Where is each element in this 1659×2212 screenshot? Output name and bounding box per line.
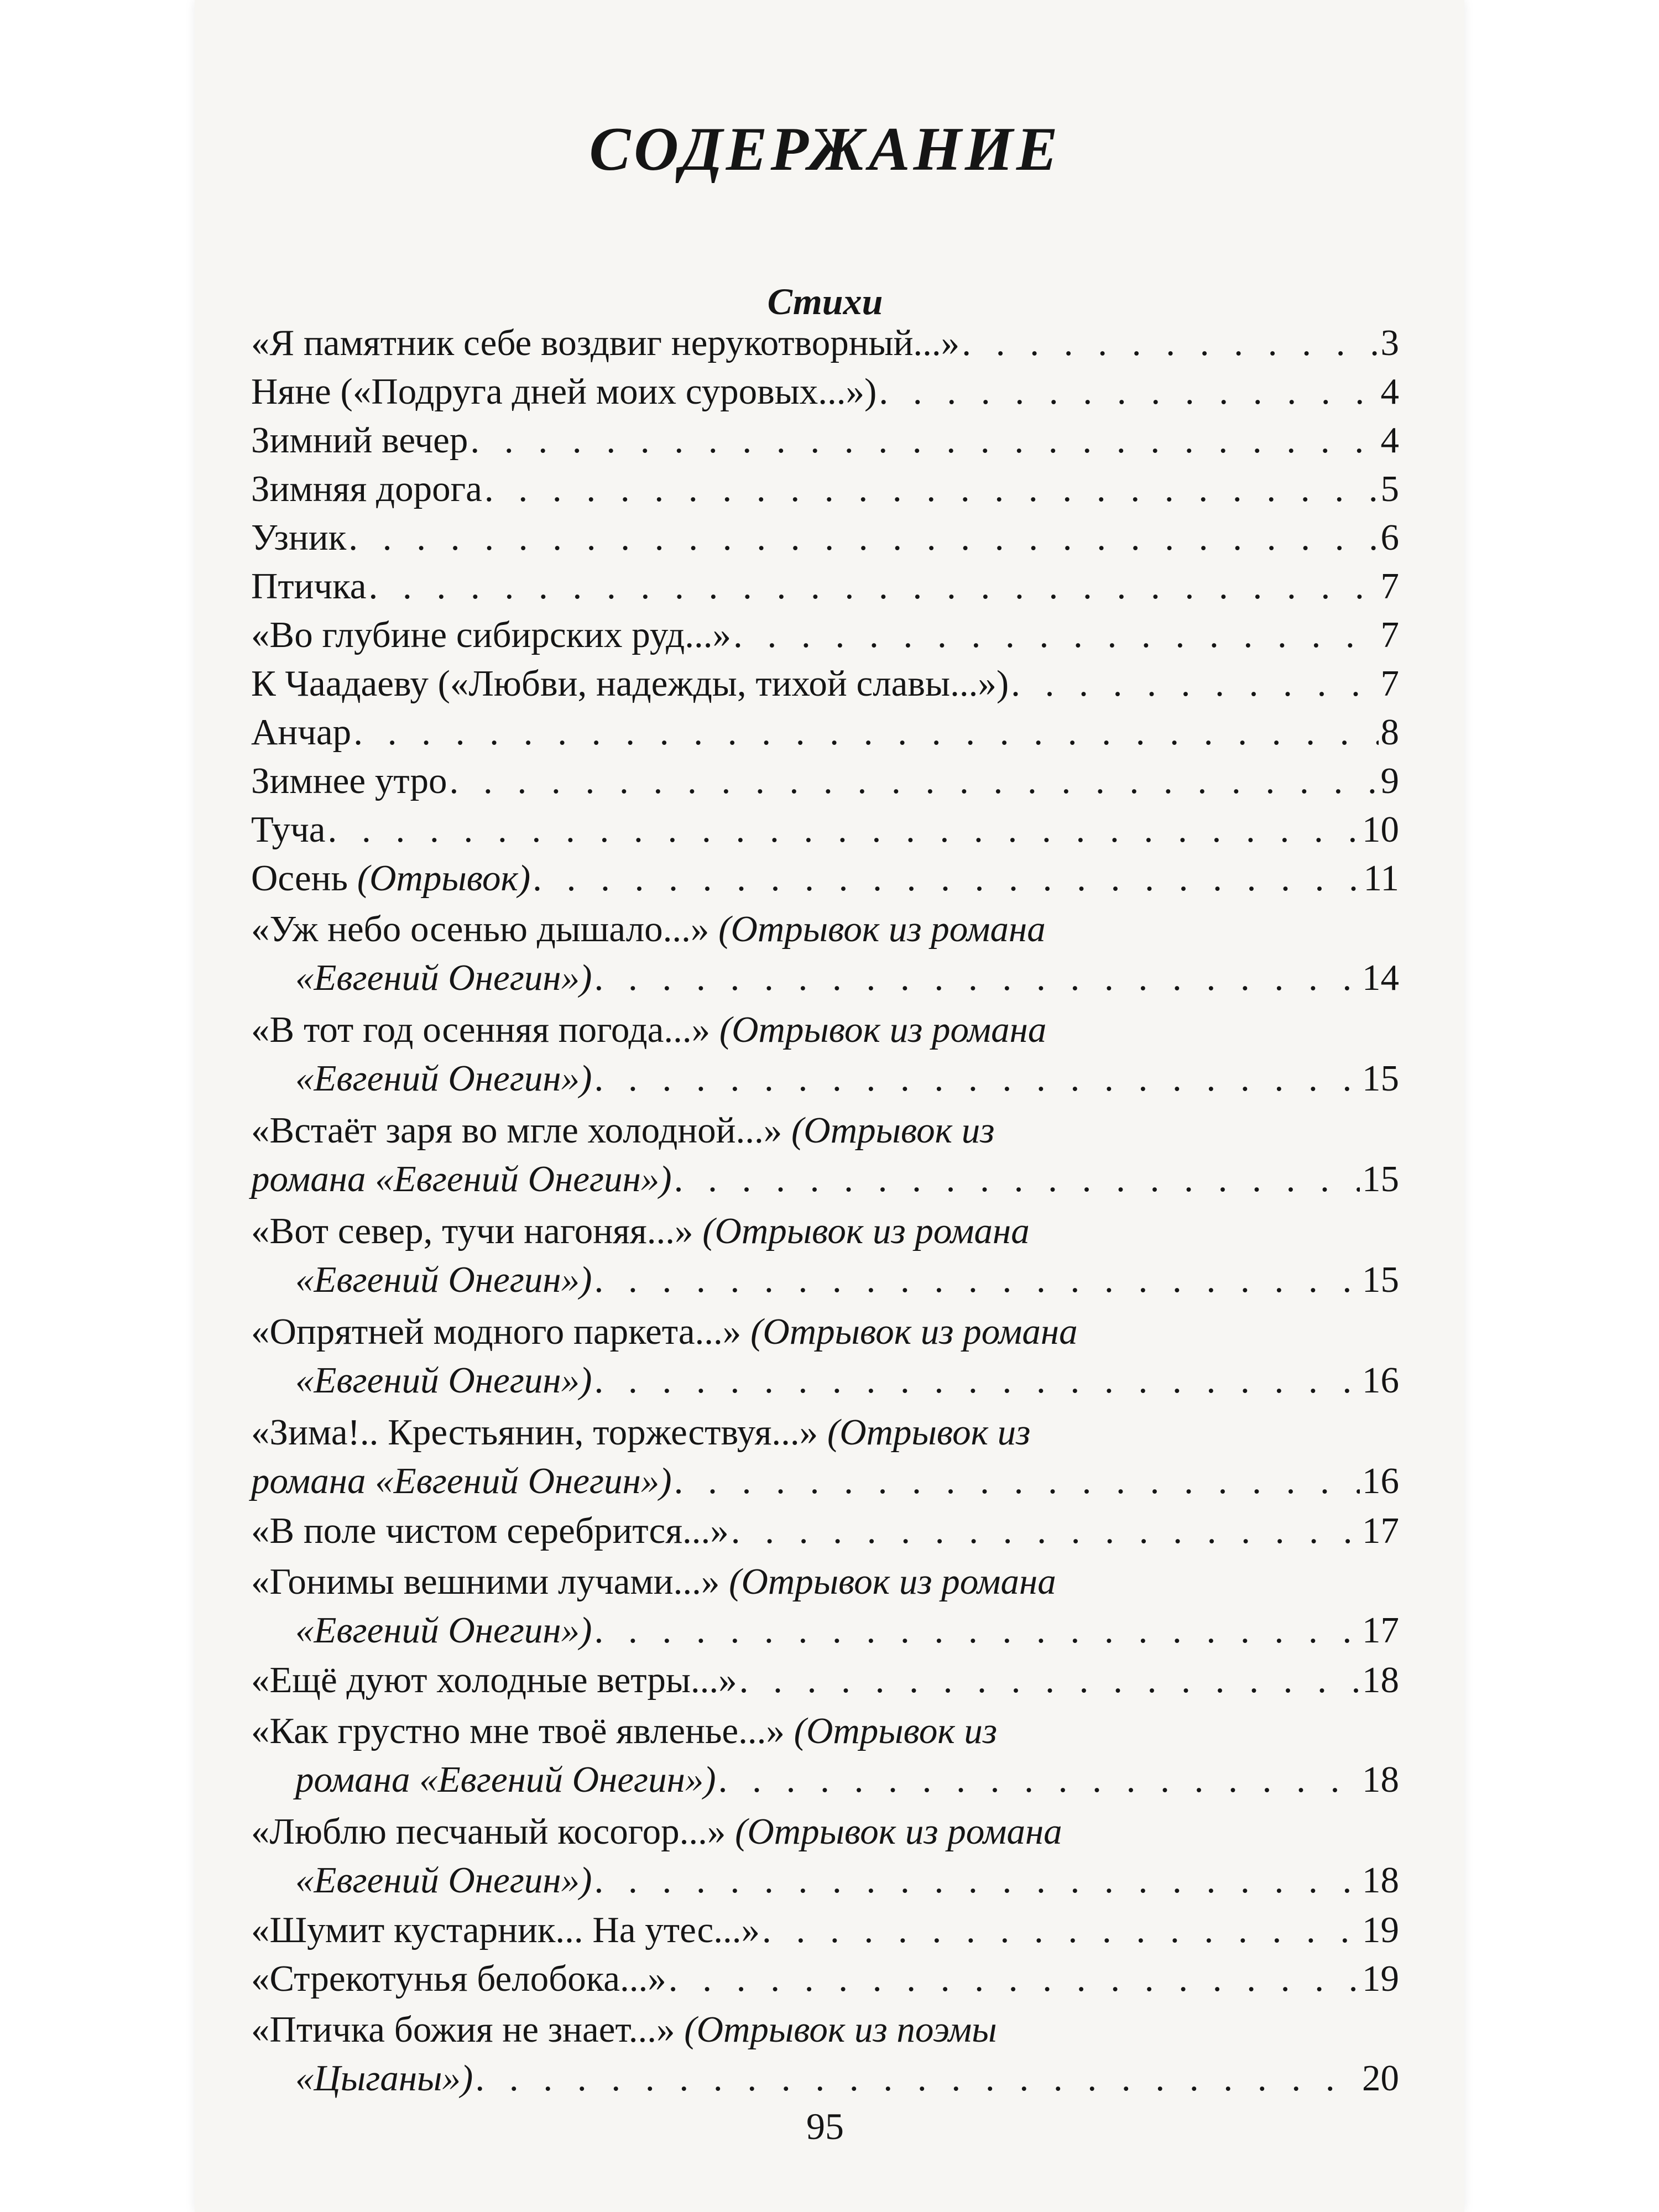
dot-leader	[450, 757, 1379, 805]
toc-entry	[251, 2003, 1399, 2104]
section-heading: Стихи	[767, 280, 883, 322]
entry-note: (Отрывок из романа	[729, 1561, 1056, 1602]
entry-note-continued: «Евгений Онегин»)	[295, 1610, 592, 1651]
entry-title: Птичка	[251, 566, 367, 607]
toc-entry	[251, 367, 1399, 416]
toc-entry	[251, 513, 1399, 562]
entry-page: 18	[1362, 1759, 1399, 1800]
entry-title: «Опрятней модного паркета...»	[251, 1311, 742, 1352]
dot-leader	[328, 805, 1360, 854]
dot-leader	[348, 513, 1378, 562]
toc-entry	[251, 1805, 1399, 1906]
entry-note-continued: романа «Евгений Онегин»)	[295, 1759, 716, 1800]
entry-title: «В поле чистом серебрится...»	[251, 1510, 729, 1551]
entry-note-continued: «Евгений Онегин»)	[295, 957, 592, 998]
toc-entry	[251, 1104, 1399, 1204]
page-number: 95	[806, 2105, 844, 2147]
entry-page: 3	[1380, 322, 1399, 363]
toc-entry	[251, 708, 1399, 757]
entry-title: «Шумит кустарник... На утес...»	[251, 1910, 760, 1950]
toc-entry	[251, 1506, 1399, 1555]
dot-leader	[533, 854, 1361, 902]
entry-note: (Отрывок из романа	[702, 1211, 1030, 1251]
dot-leader	[594, 1356, 1360, 1405]
entry-note-continued: «Евгений Онегин»)	[295, 1860, 592, 1901]
entry-page: 20	[1362, 2058, 1399, 2099]
toc-entry	[251, 1954, 1399, 2003]
entry-title: Осень	[251, 858, 348, 899]
dot-leader	[353, 708, 1378, 757]
toc-entry	[251, 902, 1399, 1003]
dot-leader	[594, 1054, 1360, 1103]
page-title: СОДЕРЖАНИЕ	[589, 115, 1061, 184]
toc-entry	[251, 1906, 1399, 1954]
dot-leader	[962, 319, 1378, 367]
entry-page: 6	[1380, 517, 1399, 558]
toc-entry	[251, 805, 1399, 854]
entry-page: 15	[1362, 1159, 1399, 1199]
entry-title: Туча	[251, 809, 326, 850]
dot-leader	[733, 611, 1378, 659]
entry-title: «Гонимы вешними лучами...»	[251, 1561, 720, 1602]
entry-title: «Зима!.. Крестьянин, торжествуя...»	[251, 1412, 818, 1453]
entry-title: «В тот год осенняя погода...»	[251, 1009, 711, 1050]
entry-note-continued: «Евгений Онегин»)	[295, 1259, 592, 1300]
entry-title: Узник	[251, 517, 347, 558]
entry-title: «Ещё дуют холодные ветры...»	[251, 1660, 737, 1700]
entry-note: (Отрывок)	[357, 858, 531, 899]
toc-entry	[251, 319, 1399, 367]
entry-note: (Отрывок из	[827, 1412, 1031, 1453]
entry-page: 17	[1362, 1610, 1399, 1651]
entry-title: «Стрекотунья белобока...»	[251, 1958, 666, 1999]
entry-title: Няне («Подруга дней моих суровых...»)	[251, 371, 877, 412]
dot-leader	[475, 2054, 1360, 2103]
entry-title: «Люблю песчаный косогор...»	[251, 1811, 726, 1852]
entry-title: «Я памятник себе воздвиг нерукотворный...»	[251, 322, 960, 363]
dot-leader	[739, 1656, 1360, 1704]
dot-leader	[674, 1457, 1360, 1505]
entry-page: 4	[1380, 420, 1399, 461]
entry-title: К Чаадаеву («Любви, надежды, тихой славы...»)	[251, 663, 1009, 704]
toc-entry	[251, 611, 1399, 659]
toc-entry	[251, 416, 1399, 465]
entry-page: 18	[1362, 1860, 1399, 1901]
dot-leader	[669, 1954, 1360, 2003]
toc-entry	[251, 1305, 1399, 1406]
toc-entry	[251, 757, 1399, 805]
dot-leader	[718, 1755, 1360, 1804]
toc-entry	[251, 1406, 1399, 1506]
entry-note-continued: романа «Евгений Онегин»)	[251, 1460, 672, 1501]
dot-leader	[594, 1606, 1360, 1655]
entry-title: «Как грустно мне твоё явленье...»	[251, 1710, 785, 1751]
entry-page: 7	[1380, 614, 1399, 655]
entry-title: Зимняя дорога	[251, 468, 482, 509]
entry-note: (Отрывок из романа	[718, 909, 1046, 950]
entry-note-continued: «Евгений Онегин»)	[295, 1058, 592, 1099]
entry-page: 15	[1362, 1058, 1399, 1099]
book-page	[195, 0, 1464, 2212]
entry-page: 19	[1362, 1910, 1399, 1950]
entry-note: (Отрывок из	[794, 1710, 998, 1751]
entry-page: 7	[1380, 566, 1399, 607]
toc-entry	[251, 1656, 1399, 1704]
toc-entry	[251, 1555, 1399, 1656]
entry-title: Зимний вечер	[251, 420, 468, 461]
dot-leader	[470, 416, 1378, 465]
dot-leader	[594, 1255, 1360, 1304]
page-content	[251, 0, 1399, 2212]
dot-leader	[484, 465, 1379, 513]
toc-entry	[251, 465, 1399, 513]
dot-leader	[674, 1155, 1360, 1203]
entry-page: 19	[1362, 1958, 1399, 1999]
toc-entry	[251, 1204, 1399, 1305]
entry-note-continued: «Цыганы»)	[295, 2058, 473, 2099]
toc-entry	[251, 659, 1399, 708]
entry-page: 8	[1380, 712, 1399, 753]
entry-page: 14	[1362, 957, 1399, 998]
entry-title: «Во глубине сибирских руд...»	[251, 614, 732, 655]
dot-leader	[731, 1506, 1360, 1555]
entry-title: Зимнее утро	[251, 760, 447, 801]
entry-title: «Уж небо осенью дышало...»	[251, 909, 709, 950]
entry-title: «Птичка божия не знает...»	[251, 2009, 675, 2050]
entry-page: 18	[1362, 1660, 1399, 1700]
entry-note: (Отрывок из романа	[750, 1311, 1078, 1352]
entry-page: 9	[1380, 760, 1399, 801]
entry-page: 16	[1362, 1360, 1399, 1401]
entry-page: 15	[1362, 1259, 1399, 1300]
entry-note-continued: «Евгений Онегин»)	[295, 1360, 592, 1401]
table-of-contents	[251, 319, 1399, 2104]
toc-entry	[251, 1704, 1399, 1805]
entry-page: 10	[1362, 809, 1399, 850]
entry-page: 16	[1362, 1460, 1399, 1501]
entry-note-continued: романа «Евгений Онегин»)	[251, 1159, 672, 1199]
toc-entry	[251, 1003, 1399, 1104]
dot-leader	[594, 953, 1360, 1002]
dot-leader	[594, 1856, 1360, 1905]
dot-leader	[1011, 659, 1378, 708]
entry-note: (Отрывок из романа	[735, 1811, 1062, 1852]
entry-page: 5	[1380, 468, 1399, 509]
dot-leader	[879, 367, 1378, 416]
entry-title: «Встаёт заря во мгле холодной...»	[251, 1110, 782, 1151]
toc-entry	[251, 562, 1399, 611]
toc-entry	[251, 854, 1399, 902]
entry-note: (Отрывок из поэмы	[684, 2009, 997, 2050]
dot-leader	[762, 1906, 1360, 1954]
dot-leader	[369, 562, 1379, 611]
entry-page: 17	[1362, 1510, 1399, 1551]
entry-title: Анчар	[251, 712, 352, 753]
entry-note: (Отрывок из	[791, 1110, 995, 1151]
entry-page: 4	[1380, 371, 1399, 412]
entry-title: «Вот север, тучи нагоняя...»	[251, 1211, 693, 1251]
entry-page: 11	[1363, 858, 1399, 899]
entry-note: (Отрывок из романа	[719, 1009, 1047, 1050]
entry-page: 7	[1380, 663, 1399, 704]
